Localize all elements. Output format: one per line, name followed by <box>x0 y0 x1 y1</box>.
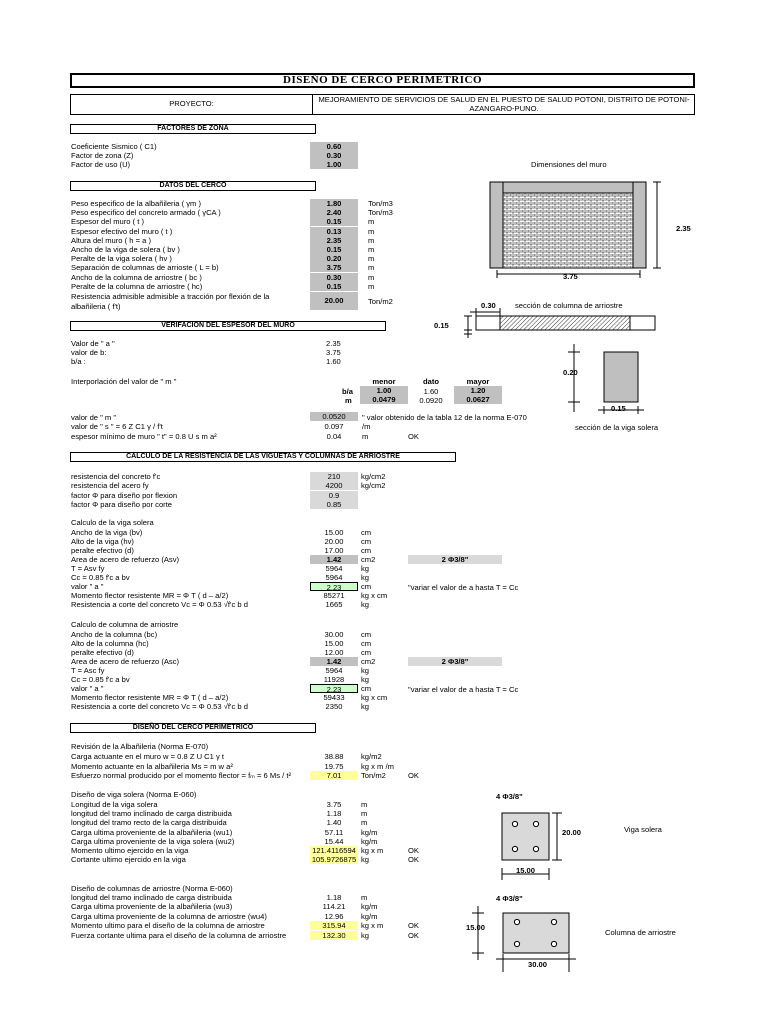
interp-m-mayor: 0.0627 <box>454 395 502 404</box>
dis-viga-label: Momento ultimo ejercido en la viga <box>71 846 189 855</box>
col-calc-unit: cm <box>361 648 372 657</box>
dis-viga-title: Diseño de viga solera (Norma E-060) <box>71 790 197 799</box>
section-diseno-cerco: DISEÑO DEL CERCO PERIMETRICO <box>70 723 316 733</box>
viga-calc-label: Resistencia a corte del concreto Vc = Φ 0.53 √f'c b d <box>71 600 248 609</box>
col-calc-value: 1.42 <box>310 657 358 666</box>
viga-calc-unit: cm <box>361 582 372 591</box>
col-calc-value: 59433 <box>323 693 345 702</box>
resistencia-label-1: Resistencia admisible admisible a tracción por flexión de la <box>71 292 270 301</box>
viga-sec-width: 15.00 <box>516 866 536 875</box>
factor-row <box>71 142 768 151</box>
col-calc-value: 11928 <box>323 675 345 684</box>
col-calc-row <box>71 639 768 648</box>
muro-diagram <box>480 178 680 318</box>
viga-calc-value: 1.42 <box>310 555 358 564</box>
dis-viga-row <box>71 809 768 818</box>
dis-col-row <box>71 893 768 902</box>
interp-ba-mayor: 1.20 <box>454 386 502 395</box>
viga-calc-label: peralte efectivo (d) <box>71 546 134 555</box>
dis-col-value: 114.21 <box>322 902 346 912</box>
viga-sec-bars: 4 Φ3/8" <box>496 792 523 801</box>
col-sec-width: 30.00 <box>528 960 548 969</box>
dato-unit: Ton/m3 <box>368 208 393 218</box>
col-calc-value: 15.00 <box>324 639 344 648</box>
dato-value: 0.15 <box>310 217 358 226</box>
alb-ok: OK <box>408 771 419 780</box>
viga-calc-row <box>71 537 768 546</box>
material-row <box>71 500 768 509</box>
dis-col-ok: OK <box>408 930 419 940</box>
dis-viga-value: 15.44 <box>324 836 344 846</box>
viga-calc-value: 20.00 <box>324 537 344 546</box>
viga-calc-row <box>71 573 768 582</box>
esp-unit: m <box>362 432 369 441</box>
dis-viga-label: Carga ultima proveniente de la viga solera (wu2) <box>71 836 235 846</box>
material-row <box>71 481 768 490</box>
dis-viga-unit: m <box>361 800 368 809</box>
dato-label: Peralte de la viga solera ( hv ) <box>71 254 172 264</box>
dato-unit: m <box>368 263 375 273</box>
col-calc-label: Ancho de la columna (bc) <box>71 630 158 639</box>
col-calc-row <box>71 630 768 639</box>
viga-calc-unit: cm2 <box>361 555 376 564</box>
dis-viga-row <box>71 837 768 846</box>
viga-calc-unit: kg <box>361 573 370 582</box>
viga-section-diagram <box>560 340 660 420</box>
viga-calc-value: 5964 <box>325 573 343 582</box>
col-calc-label: valor " a " <box>71 684 104 693</box>
a-label: Valor de " a " <box>71 339 115 348</box>
project-label: PROYECTO: <box>169 99 214 108</box>
dis-col-value: 132.30 <box>310 931 358 940</box>
muro-width-label: 3.75 <box>563 272 578 281</box>
viga-calc-label: valor " a " <box>71 582 104 591</box>
viga-calc-unit: kg <box>361 600 370 609</box>
dis-col-unit: kg x m <box>361 921 384 931</box>
dis-viga-unit: kg <box>361 855 370 865</box>
col-calc-label: Alto de la columna (hc) <box>71 639 149 648</box>
interp-m-key: m <box>345 396 352 405</box>
ba-value: 1.60 <box>326 357 341 366</box>
resistencia-unit: Ton/m2 <box>368 297 393 306</box>
dis-col-value: 12.96 <box>324 911 344 921</box>
material-value: 4200 <box>310 481 358 490</box>
factor-value: 1.00 <box>310 160 358 169</box>
dis-col-value: 1.18 <box>326 893 342 902</box>
section-verificacion: VERIFACION DEL ESPESOR DEL MURO <box>70 321 386 331</box>
factor-row <box>71 160 768 169</box>
viga-bars-label: 2 Φ3/8" <box>408 555 502 564</box>
dis-viga-unit: kg/m <box>361 827 378 837</box>
viga-calc-title: Calculo de la viga solera <box>71 518 154 527</box>
project-name: MEJORAMIENTO DE SERVICIOS DE SALUD EN EL PUESTO DE SALUD POTONI, DISTRITO DE POTONI-AZANGARO-PUNO. <box>318 95 690 113</box>
col-calc-unit: kg <box>361 666 370 675</box>
material-row <box>71 491 768 500</box>
dato-unit: m <box>368 226 375 236</box>
viga-calc-unit: kg <box>361 564 370 573</box>
viga-calc-value: 1665 <box>325 600 343 609</box>
dato-value: 0.15 <box>310 245 358 254</box>
factor-label: Factor de uso (U) <box>71 160 131 169</box>
m-label: valor de " m " <box>71 413 117 422</box>
dis-viga-value: 105.9726875 <box>311 855 357 865</box>
col-section-caption: sección de columna de arriostre <box>515 301 623 310</box>
esp-value: 0.04 <box>326 432 342 441</box>
dis-viga-label: Carga ultima proveniente de la albañileria (wu1) <box>71 827 233 837</box>
viga-calc-unit: cm <box>361 528 372 537</box>
dis-col-label: Momento ultimo para el diseño de la columna de arriostre <box>71 921 265 931</box>
col-sec-bars: 4 Φ3/8" <box>496 894 523 903</box>
viga-calc-row <box>71 564 768 573</box>
dato-unit: m <box>368 245 375 254</box>
alb-row <box>71 762 768 771</box>
col-calc-row <box>71 666 768 675</box>
viga-calc-value: 2.23 <box>310 582 358 591</box>
dis-viga-value: 1.18 <box>326 809 342 819</box>
dis-viga-value: 3.75 <box>326 800 342 809</box>
col-sec-caption: Columna de arriostre <box>605 928 676 937</box>
col-calc-unit: cm <box>361 630 372 639</box>
col-calc-label: peralte efectivo (d) <box>71 648 134 657</box>
factor-value: 0.30 <box>310 151 358 160</box>
s-label: valor de " s " = 6 Z C1 γ / f't <box>71 422 163 431</box>
dato-value: 0.30 <box>310 273 358 282</box>
viga-calc-unit: cm <box>361 537 372 546</box>
dis-col-unit: kg/m <box>361 902 378 912</box>
dis-viga-value: 121.4116594 <box>310 846 358 855</box>
dis-col-value: 315.94 <box>310 921 358 930</box>
col-calc-note: "variar el valor de a hasta T = Cc <box>408 685 519 694</box>
col-width-label: 0.30 <box>481 301 496 310</box>
alb-value: 19.75 <box>324 761 344 771</box>
dis-viga-row <box>71 828 768 837</box>
material-unit: kg/cm2 <box>361 472 386 481</box>
section-calculo-resistencia: CALCULO DE LA RESISTENCIA DE LAS VIGUETAS Y COLUMNAS DE ARRIOSTRE <box>70 452 456 462</box>
page-title: DISEÑO DE CERCO PERIMETRICO <box>70 73 695 88</box>
interp-ba-dato: 1.60 <box>423 387 439 396</box>
viga-calc-label: Ancho de la viga (bv) <box>71 528 143 537</box>
ba-label: b/a : <box>71 357 86 366</box>
b-value: 3.75 <box>326 348 341 357</box>
alb-title: Revisión de la Albañileria (Norma E-070) <box>71 742 209 751</box>
col-calc-row <box>71 675 768 684</box>
m-note: " valor obtenido de la tabla 12 de la norma E-070 <box>362 413 527 422</box>
dis-col-unit: m <box>361 893 368 902</box>
material-row <box>71 472 768 481</box>
dis-viga-unit: m <box>361 809 368 819</box>
dato-label: Espesor del muro ( t ) <box>71 217 145 227</box>
col-calc-label: Momento flector resistente MR = Φ T ( d – a/2) <box>71 693 229 702</box>
dato-value: 0.20 <box>310 254 358 263</box>
alb-unit: kg/m2 <box>361 752 382 761</box>
resistencia-value: 20.00 <box>310 292 358 310</box>
dato-label: Ancho de la viga de solera ( bv ) <box>71 245 180 254</box>
dis-viga-unit: kg x m <box>361 846 384 855</box>
interp-header-menor: menor <box>372 377 396 386</box>
dis-viga-ok: OK <box>408 846 419 855</box>
dato-unit: m <box>368 235 375 245</box>
col-calc-unit: cm2 <box>361 657 376 666</box>
muro-diagram-title: Dimensiones del muro <box>531 160 607 169</box>
alb-row <box>71 752 768 761</box>
dato-label: Separación de columnas de arrioste ( L = b) <box>71 263 219 273</box>
factor-label: Factor de zona (Z) <box>71 151 134 160</box>
viga-sec-caption: Viga solera <box>624 825 662 834</box>
interp-ba-menor: 1.00 <box>360 386 408 395</box>
viga-calc-note: "variar el valor de a hasta T = Cc <box>408 583 519 592</box>
dis-col-row <box>71 902 768 911</box>
viga-height-label: 0.20 <box>563 368 578 377</box>
col-sec-height: 15.00 <box>466 923 486 932</box>
dis-col-label: longitud del tramo inclinado de carga distribuida <box>71 893 232 902</box>
dato-value: 0.13 <box>310 227 358 236</box>
dis-viga-row <box>71 800 768 809</box>
dato-unit: m <box>368 254 375 264</box>
viga-calc-unit: cm <box>361 546 372 555</box>
dis-col-label: Carga ultima proveniente de la albañileria (wu3) <box>71 902 233 912</box>
col-sec-diagram <box>470 900 600 990</box>
col-thickness-label: 0.15 <box>434 321 449 330</box>
viga-calc-row <box>71 591 768 600</box>
dis-viga-ok: OK <box>408 855 419 865</box>
dis-col-title: Diseño de columnas de arriostre (Norma E-060) <box>71 884 233 893</box>
viga-calc-label: T = Asv fy <box>71 564 105 573</box>
dis-col-unit: kg <box>361 930 370 940</box>
col-calc-value: 2.23 <box>310 684 358 693</box>
material-value: 0.85 <box>310 500 358 509</box>
col-calc-value: 2350 <box>325 702 343 711</box>
factor-label: Coeficiente Sismico ( C1) <box>71 142 157 151</box>
viga-sec-height: 20.00 <box>562 828 582 837</box>
viga-width-label: 0.15 <box>611 404 626 413</box>
col-calc-label: Area de acero de refuerzo (Asc) <box>71 657 180 666</box>
viga-calc-value: 15.00 <box>324 528 344 537</box>
viga-calc-label: Cc = 0.85 f'c a bv <box>71 573 130 582</box>
dis-viga-value: 57.11 <box>324 827 344 837</box>
viga-calc-label: Momento flector resistente MR = Φ T ( d – a/2) <box>71 591 229 600</box>
viga-calc-row <box>71 546 768 555</box>
col-calc-unit: kg <box>361 675 370 684</box>
col-calc-row <box>71 693 768 702</box>
material-value: 0.9 <box>310 491 358 500</box>
dis-viga-label: longitud del tramo recto de la carga distribuida <box>71 818 227 828</box>
dis-viga-row <box>71 818 768 827</box>
dato-label: Peralte de la columna de arriostre ( hc) <box>71 281 203 291</box>
dato-unit: Ton/m3 <box>368 199 393 208</box>
dis-viga-row <box>71 855 768 864</box>
material-label: factor Φ para diseño por flexion <box>71 490 178 500</box>
col-calc-unit: kg <box>361 702 370 711</box>
dis-viga-unit: kg/m <box>361 836 378 846</box>
dis-viga-row <box>71 846 768 855</box>
interp-ba-key: b/a <box>342 387 353 396</box>
dato-value: 3.75 <box>310 263 358 272</box>
viga-calc-row <box>71 528 768 537</box>
col-calc-value: 12.00 <box>324 648 344 657</box>
factor-row <box>71 151 768 160</box>
material-label: resistencia del acero fy <box>71 481 149 491</box>
dis-viga-label: Longitud de la viga solera <box>71 800 158 809</box>
viga-calc-row <box>71 600 768 609</box>
col-calc-value: 30.00 <box>324 630 344 639</box>
b-label: valor de b: <box>71 348 107 357</box>
muro-height-label: 2.35 <box>676 224 691 233</box>
dato-unit: m <box>368 272 375 282</box>
dato-unit: m <box>368 217 375 227</box>
viga-section-caption: sección de la viga solera <box>575 423 659 432</box>
alb-row <box>71 771 768 780</box>
s-unit: /m <box>362 422 371 431</box>
interp-header-dato: dato <box>422 377 440 386</box>
col-calc-row <box>71 648 768 657</box>
dato-value: 2.35 <box>310 236 358 245</box>
interp-m-menor: 0.0479 <box>360 395 408 404</box>
col-calc-unit: cm <box>361 639 372 648</box>
alb-value: 38.88 <box>324 752 344 761</box>
alb-value: 7.01 <box>310 771 358 780</box>
resistencia-label-2: albañileria ( f't) <box>71 302 121 311</box>
material-unit: kg/cm2 <box>361 481 386 491</box>
dis-viga-unit: m <box>361 818 368 828</box>
col-calc-title: Calculo de columna de arriostre <box>71 620 179 629</box>
dis-viga-label: longitud del tramo inclinado de carga distribuida <box>71 809 232 819</box>
dato-unit: m <box>368 281 375 291</box>
dato-value: 1.80 <box>310 199 358 208</box>
col-calc-unit: kg x cm <box>361 693 388 702</box>
section-datos-cerco: DATOS DEL CERCO <box>70 181 316 191</box>
dis-viga-label: Cortante ultimo ejercido en la viga <box>71 855 186 865</box>
alb-label: Momento actuante en la albañileria Ms = m w a² <box>71 761 233 771</box>
viga-calc-label: Area de acero de refuerzo (Asv) <box>71 555 180 564</box>
viga-calc-unit: kg x cm <box>361 591 388 600</box>
viga-calc-value: 85271 <box>323 591 345 600</box>
interp-label: Interporlación del valor de " m " <box>71 377 177 386</box>
alb-label: Carga actuante en el muro w = 0.8 Z U C1 γ t <box>71 752 225 761</box>
viga-sec-diagram <box>480 800 580 890</box>
esp-label: espesor mínimo de muro " t" = 0.8 U s m a² <box>71 432 217 441</box>
interp-header-mayor: mayor <box>466 377 490 386</box>
dis-col-label: Fuerza cortante ultima para el diseño de la columna de arriostre <box>71 930 287 940</box>
col-calc-row <box>71 702 768 711</box>
col-calc-unit: cm <box>361 684 372 693</box>
material-label: resistencia del concreto f'c <box>71 472 161 481</box>
s-value: 0.097 <box>324 422 344 431</box>
dis-col-unit: kg/m <box>361 911 378 921</box>
interp-m-dato: 0.0920 <box>419 396 443 405</box>
col-calc-value: 5964 <box>325 666 343 675</box>
col-calc-label: Cc = 0.85 f'c a bv <box>71 675 130 684</box>
section-factores-zona: FACTORES DE ZONA <box>70 124 316 134</box>
dis-col-label: Carga ultima proveniente de la columna de arriostre (wu4) <box>71 911 267 921</box>
dato-label: Peso especifico de la albañileria ( γm ) <box>71 199 201 208</box>
dis-col-ok: OK <box>408 921 419 931</box>
viga-calc-label: Alto de la viga (hv) <box>71 537 134 546</box>
viga-calc-value: 17.00 <box>324 546 344 555</box>
col-calc-label: Resistencia a corte del concreto Vc = Φ 0.53 √f'c b d <box>71 702 248 711</box>
dato-label: Peso especifico del concreto armado ( γCA ) <box>71 208 221 218</box>
material-value: 210 <box>310 472 358 481</box>
dato-label: Espesor efectivo del muro ( t ) <box>71 226 173 236</box>
alb-unit: kg x m /m <box>361 761 394 771</box>
m-value: 0.0520 <box>310 412 358 421</box>
col-bars-label: 2 Φ3/8" <box>408 657 502 666</box>
viga-calc-value: 5964 <box>325 564 343 573</box>
col-calc-label: T = Asc fy <box>71 666 105 675</box>
dato-value: 2.40 <box>310 208 358 217</box>
alb-unit: Ton/m2 <box>361 771 386 780</box>
factor-value: 0.60 <box>310 142 358 151</box>
dato-value: 0.15 <box>310 282 358 291</box>
a-value: 2.35 <box>326 339 341 348</box>
material-label: factor Φ para diseño por corte <box>71 500 173 510</box>
dis-col-row <box>71 912 768 921</box>
dato-label: Altura del muro ( h = a ) <box>71 235 151 245</box>
esp-ok: OK <box>408 432 419 441</box>
alb-label: Esfuerzo normal producido por el momento flector = fₘ = 6 Ms / t² <box>71 771 291 780</box>
dis-viga-value: 1.40 <box>326 818 342 828</box>
dato-label: Ancho de la columna de arriostre ( bc ) <box>71 272 202 282</box>
